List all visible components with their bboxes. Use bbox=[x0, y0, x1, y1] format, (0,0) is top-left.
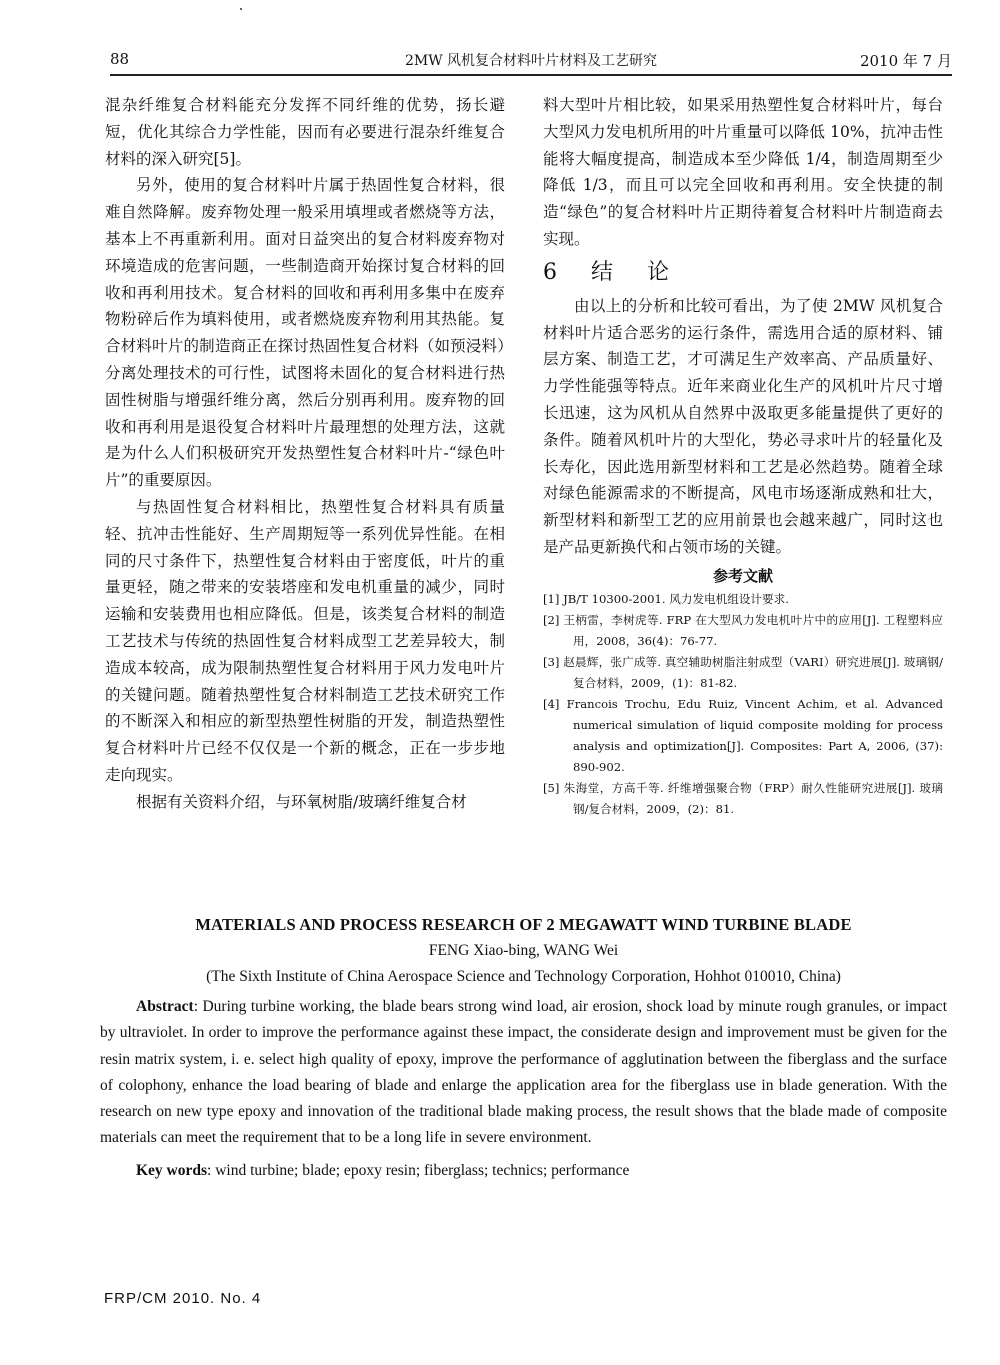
reference-item: [4] Francois Trochu, Edu Ruiz, Vincent Achim, et al. Advanced numerical simulation of liquid composite molding for process analysis and optimization[J]. Composites: Part A, 2006, (37): 890-902. bbox=[543, 696, 943, 774]
references-heading: 参考文献 bbox=[712, 566, 773, 585]
paragraph: 料大型叶片相比较，如果采用热塑性复合材料叶片，每台大型风力发电机所用的叶片重量可以降低 10%，抗冲击性能将大幅度提高，制造成本至少降低 1/4，制造周期至少降低 1/3，而且可以完全回收和再利用。安全快捷的制造“绿色”的复合材料叶片正期待着复合材料叶片制造商去实现。 bbox=[543, 96, 943, 248]
paragraph: 由以上的分析和比较可看出，为了使 2MW 风机复合材料叶片适合恶劣的运行条件，需选用合适的原材料、铺层方案、制造工艺，才可满足生产效率高、产品质量好、力学性能强等特点。近年来商业化生产的风机叶片尺寸增长迅速，这为风机从自然界中汲取更多能量提供了更好的条件。随着风机叶片的大型化，势必寻求叶片的轻量化及长寿化，因此选用新型材料和工艺是必然趋势。随着全球对绿色能源需求的不断提高，风电市场逐渐成熟和壮大，新型材料和新型工艺的应用前景也会越来越广，同时这也是产品更新换代和占领市场的关键。 bbox=[543, 296, 943, 556]
page-number: 88 bbox=[110, 50, 130, 68]
paragraph: 根据有关资料介绍，与环氧树脂/玻璃纤维复合材 bbox=[136, 792, 467, 811]
left-column bbox=[105, 92, 505, 816]
affiliation: (The Sixth Institute of China Aerospace Science and Technology Corporation, Hohhot 010010, China) bbox=[206, 968, 841, 985]
section-heading: 6 结 论 bbox=[543, 259, 675, 285]
abstract-text: : During turbine working, the blade bears strong wind load, air erosion, shock load by minute rough granules, or impact by ultraviolet. In order to improve the performance against these impact, the considerate design and improvement must be given for the resin matrix system, i. e. select high quality of epoxy, improve the performance of agglutination between the fiberglass and the surface of colophony, enhance the load bearing of blade and enlarge the application area for the fiberglass use in blade generation. With the research on new type epoxy and innovation of the traditional blade making process, the result shows that the blade made of composite materials can meet the requirement that to be a long life in severe environment. bbox=[100, 998, 947, 1147]
keywords-label: Key words bbox=[136, 1161, 208, 1179]
paragraph: 与热固性复合材料相比，热塑性复合材料具有质量轻、抗冲击性能好、生产周期短等一系列优异性能。在相同的尺寸条件下，热塑性复合材料由于密度低，叶片的重量更轻，随之带来的安装塔座和发电机重量的减少，同时运输和安装费用也相应降低。但是，该类复合材料的制造工艺技术与传统的热固性复合材料成型工艺差异较大，制造成本较高，成为限制热塑性复合材料用于风力发电叶片的关键问题。随着热塑性复合材料制造工艺技术研究工作的不断深入和相应的新型热塑性树脂的开发，制造热塑性复合材料叶片已经不仅仅是一个新的概念，正在一步步地走向现实。 bbox=[105, 497, 505, 784]
keywords-paragraph bbox=[100, 1158, 947, 1184]
reference-list bbox=[543, 589, 943, 820]
english-abstract bbox=[100, 912, 947, 1184]
abstract-label: Abstract bbox=[136, 998, 194, 1015]
reference-item: [5] 朱海堂，方高千等. 纤维增强聚合物（FRP）耐久性能研究进展[J]. 玻璃钢/复合材料，2009，(2)：81. bbox=[543, 780, 943, 816]
english-title: MATERIALS AND PROCESS RESEARCH OF 2 MEGAWATT WIND TURBINE BLADE bbox=[195, 915, 852, 934]
running-header bbox=[110, 48, 952, 74]
authors: FENG Xiao-bing, WANG Wei bbox=[428, 942, 619, 959]
right-column bbox=[543, 92, 943, 820]
header-rule bbox=[110, 74, 952, 76]
running-title: 2MW 风机复合材料叶片材料及工艺研究 bbox=[404, 53, 658, 69]
issue-date: 2010 年 7 月 bbox=[859, 52, 952, 70]
abstract-paragraph bbox=[100, 994, 947, 1152]
reference-item: [2] 王柄雷，李树虎等. FRP 在大型风力发电机叶片中的应用[J]. 工程塑料应用，2008，36(4)：76-77. bbox=[543, 612, 943, 648]
reference-item: [1] JB/T 10300-2001. 风力发电机组设计要求. bbox=[543, 591, 789, 606]
scan-speck bbox=[240, 8, 242, 10]
reference-item: [3] 赵晨辉，张广成等. 真空辅助树脂注射成型（VARI）研究进展[J]. 玻璃钢/复合材料，2009，(1)：81-82. bbox=[543, 654, 943, 690]
paragraph: 另外，使用的复合材料叶片属于热固性复合材料，很难自然降解。废弃物处理一般采用填埋或者燃烧等方法，基本上不再重新利用。面对日益突出的复合材料废弃物对环境造成的危害问题，一些制造商开始探讨复合材料的回收和再利用技术。复合材料的回收和再利用多集中在废弃物粉碎后作为填料使用，或者燃烧废弃物利用其热能。复合材料叶片的制造商正在探讨热固性复合材料（如预浸料）分离处理技术的可行性，试图将未固化的复合材料进行热固性树脂与增强纤维分离，然后分别再利用。废弃物的回收和再利用是退役复合材料叶片最理想的处理方法，这就是为什么人们积极研究开发热塑性复合材料叶片-“绿色叶片”的重要原因。 bbox=[105, 176, 505, 490]
keywords-text: : wind turbine; blade; epoxy resin; fiberglass; technics; performance bbox=[207, 1161, 630, 1179]
paragraph: 混杂纤维复合材料能充分发挥不同纤维的优势，扬长避短，优化其综合力学性能，因而有必要进行混杂纤维复合材料的深入研究[5]。 bbox=[105, 96, 505, 168]
footer-journal-issue: FRP/CM 2010. No. 4 bbox=[104, 1290, 262, 1307]
